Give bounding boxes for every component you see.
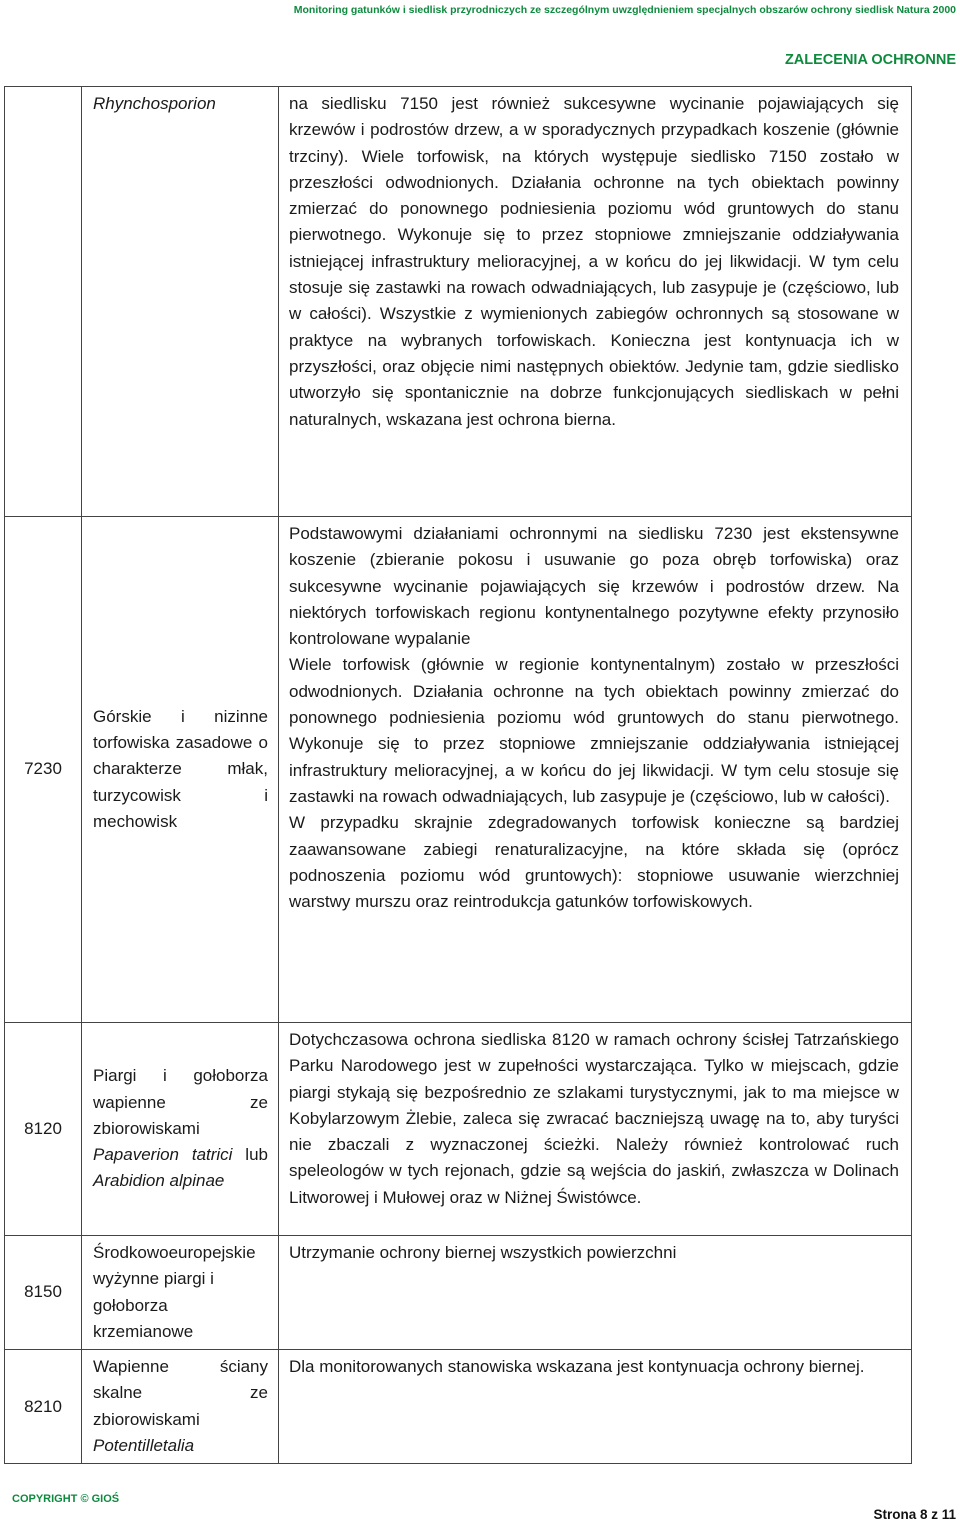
protection-recommendation — [279, 1023, 912, 1236]
protection-recommendation — [279, 87, 912, 517]
protection-recommendation — [279, 1350, 912, 1464]
name-part: lub — [232, 1145, 268, 1165]
paragraph: Podstawowymi działaniami ochronnymi na siedlisku 7230 jest ekstensywne koszenie (zbieranie pokosu i usuwanie go poza obręb torfowiska) oraz sukcesywne wycinanie pojawiających się krzewów i podrostów drzew. Na niektórych torfowiskach regionu kontynentalnego pozytywne efekty przynosiło kontrolowane wypalanie — [289, 524, 899, 649]
name-part-latin: Arabidion alpinae — [93, 1171, 225, 1191]
paragraph: Utrzymanie ochrony biernej wszystkich powierzchni — [289, 1243, 677, 1262]
protection-recommendation — [279, 517, 912, 1023]
habitat-name: Rhynchosporion — [82, 87, 279, 517]
page-number: Strona 8 z 11 — [873, 1507, 956, 1522]
name-part-latin: Potentilletalia — [93, 1436, 195, 1456]
habitat-code: 8150 — [5, 1236, 82, 1350]
name-part-latin: Papaverion tatrici — [93, 1145, 233, 1165]
name-part: Wapienne ściany skalne ze zbiorowiskami — [93, 1357, 268, 1429]
table-row — [5, 1236, 912, 1350]
paragraph: Dotychczasowa ochrona siedliska 8120 w ramach ochrony ścisłej Tatrzańskiego Parku Narodowego jest w zupełności wystarczająca. Tylko w miejscach, gdzie piargi stykają się bezpośrednio ze szlakami turystycznymi, jak to ma miejsce w Kobylarzowym Żlebie, zaleca się zwracać baczniejszą uwagę na to, aby turyści nie zbaczali z wyznaczonej ścieżki. Należy również kontrolować ruch speleologów w tych rejonach, gdzie są wejścia do jaskiń, zwłaszcza w Dolinach Litworowej i Mułowej oraz w Niżnej Świstówce. — [289, 1030, 899, 1207]
recommendations-table — [4, 86, 912, 1464]
paragraph: na siedlisku 7150 jest również sukcesywne wycinanie pojawiających się krzewów i podrostów drzew, a w sporadycznych przypadkach koszenie (głównie trzciny). Wiele torfowisk, na których występuje siedlisko 7150 zostało w przeszłości odwodnionych. Działania ochronne na tych obiektach powinny zmierzać do ponownego podniesienia poziomu wód gruntowych do stanu pierwotnego. Wykonuje się to przez stopniowe zmniejszanie oddziaływania istniejącej infrastruktury melioracyjnej, a w końcu do jej likwidacji. W tym celu stosuje się zastawki na rowach odwadniających, lub zasypuje je (częściowo, lub w całości). Wszystkie z wymienionych zabiegów ochronnych są stosowane w praktyce na wybranych torfowiskach. Konieczna jest kontynuacja ich w przyszłości, oraz objęcie nimi następnych obiektów. Jedynie tam, gdzie siedlisko utworzyło się spontanicznie na dobrze funkcjonujących siedliskach w pełni naturalnych, wskazana jest ochrona bierna. — [289, 94, 899, 429]
table-row — [5, 517, 912, 1023]
habitat-name: Środkowoeuropejskie wyżynne piargi i gołoborza krzemianowe — [82, 1236, 279, 1350]
table-row — [5, 1023, 912, 1236]
habitat-name — [82, 1350, 279, 1464]
document-header-title: Monitoring gatunków i siedlisk przyrodniczych ze szczególnym uwzględnieniem specjalnych obszarów ochrony siedlisk Natura 2000 — [293, 4, 956, 16]
habitat-name: Górskie i nizinne torfowiska zasadowe o charakterze młak, turzycowisk i mechowisk — [82, 517, 279, 1023]
protection-recommendation — [279, 1236, 912, 1350]
table-row — [5, 1350, 912, 1464]
section-title: ZALECENIA OCHRONNE — [784, 52, 956, 68]
name-part: Piargi i gołoborza wapienne ze zbiorowiskami — [93, 1066, 268, 1138]
habitat-code: 8210 — [5, 1350, 82, 1464]
paragraph: W przypadku skrajnie zdegradowanych torfowisk konieczne są bardziej zaawansowane zabiegi renaturalizacyjne, na które składa się (oprócz podnoszenia poziomu wód gruntowych): stopniowe usuwanie wierzchniej warstwy murszu oraz reintrodukcja gatunków torfowiskowych. — [289, 813, 899, 912]
habitat-code: 7230 — [5, 517, 82, 1023]
paragraph: Wiele torfowisk (głównie w regionie kontynentalnym) zostało w przeszłości odwodnionych. Działania ochronne na tych obiektach powinny zmierzać do ponownego podniesienia poziomu wód gruntowych do stanu pierwotnego. Wykonuje się to przez stopniowe zmniejszanie oddziaływania istniejącej infrastruktury melioracyjnej, a w końcu do jej likwidacji. W tym celu stosuje się zastawki na rowach odwadniających, lub zasypuje je (częściowo, lub w całości). — [289, 655, 899, 806]
habitat-name — [82, 1023, 279, 1236]
copyright-notice: COPYRIGHT © GIOŚ — [12, 1493, 120, 1505]
paragraph: Dla monitorowanych stanowiska wskazana jest kontynuacja ochrony biernej. — [289, 1357, 865, 1377]
habitat-code: 8120 — [5, 1023, 82, 1236]
habitat-code — [5, 87, 82, 517]
table-row — [5, 87, 912, 517]
